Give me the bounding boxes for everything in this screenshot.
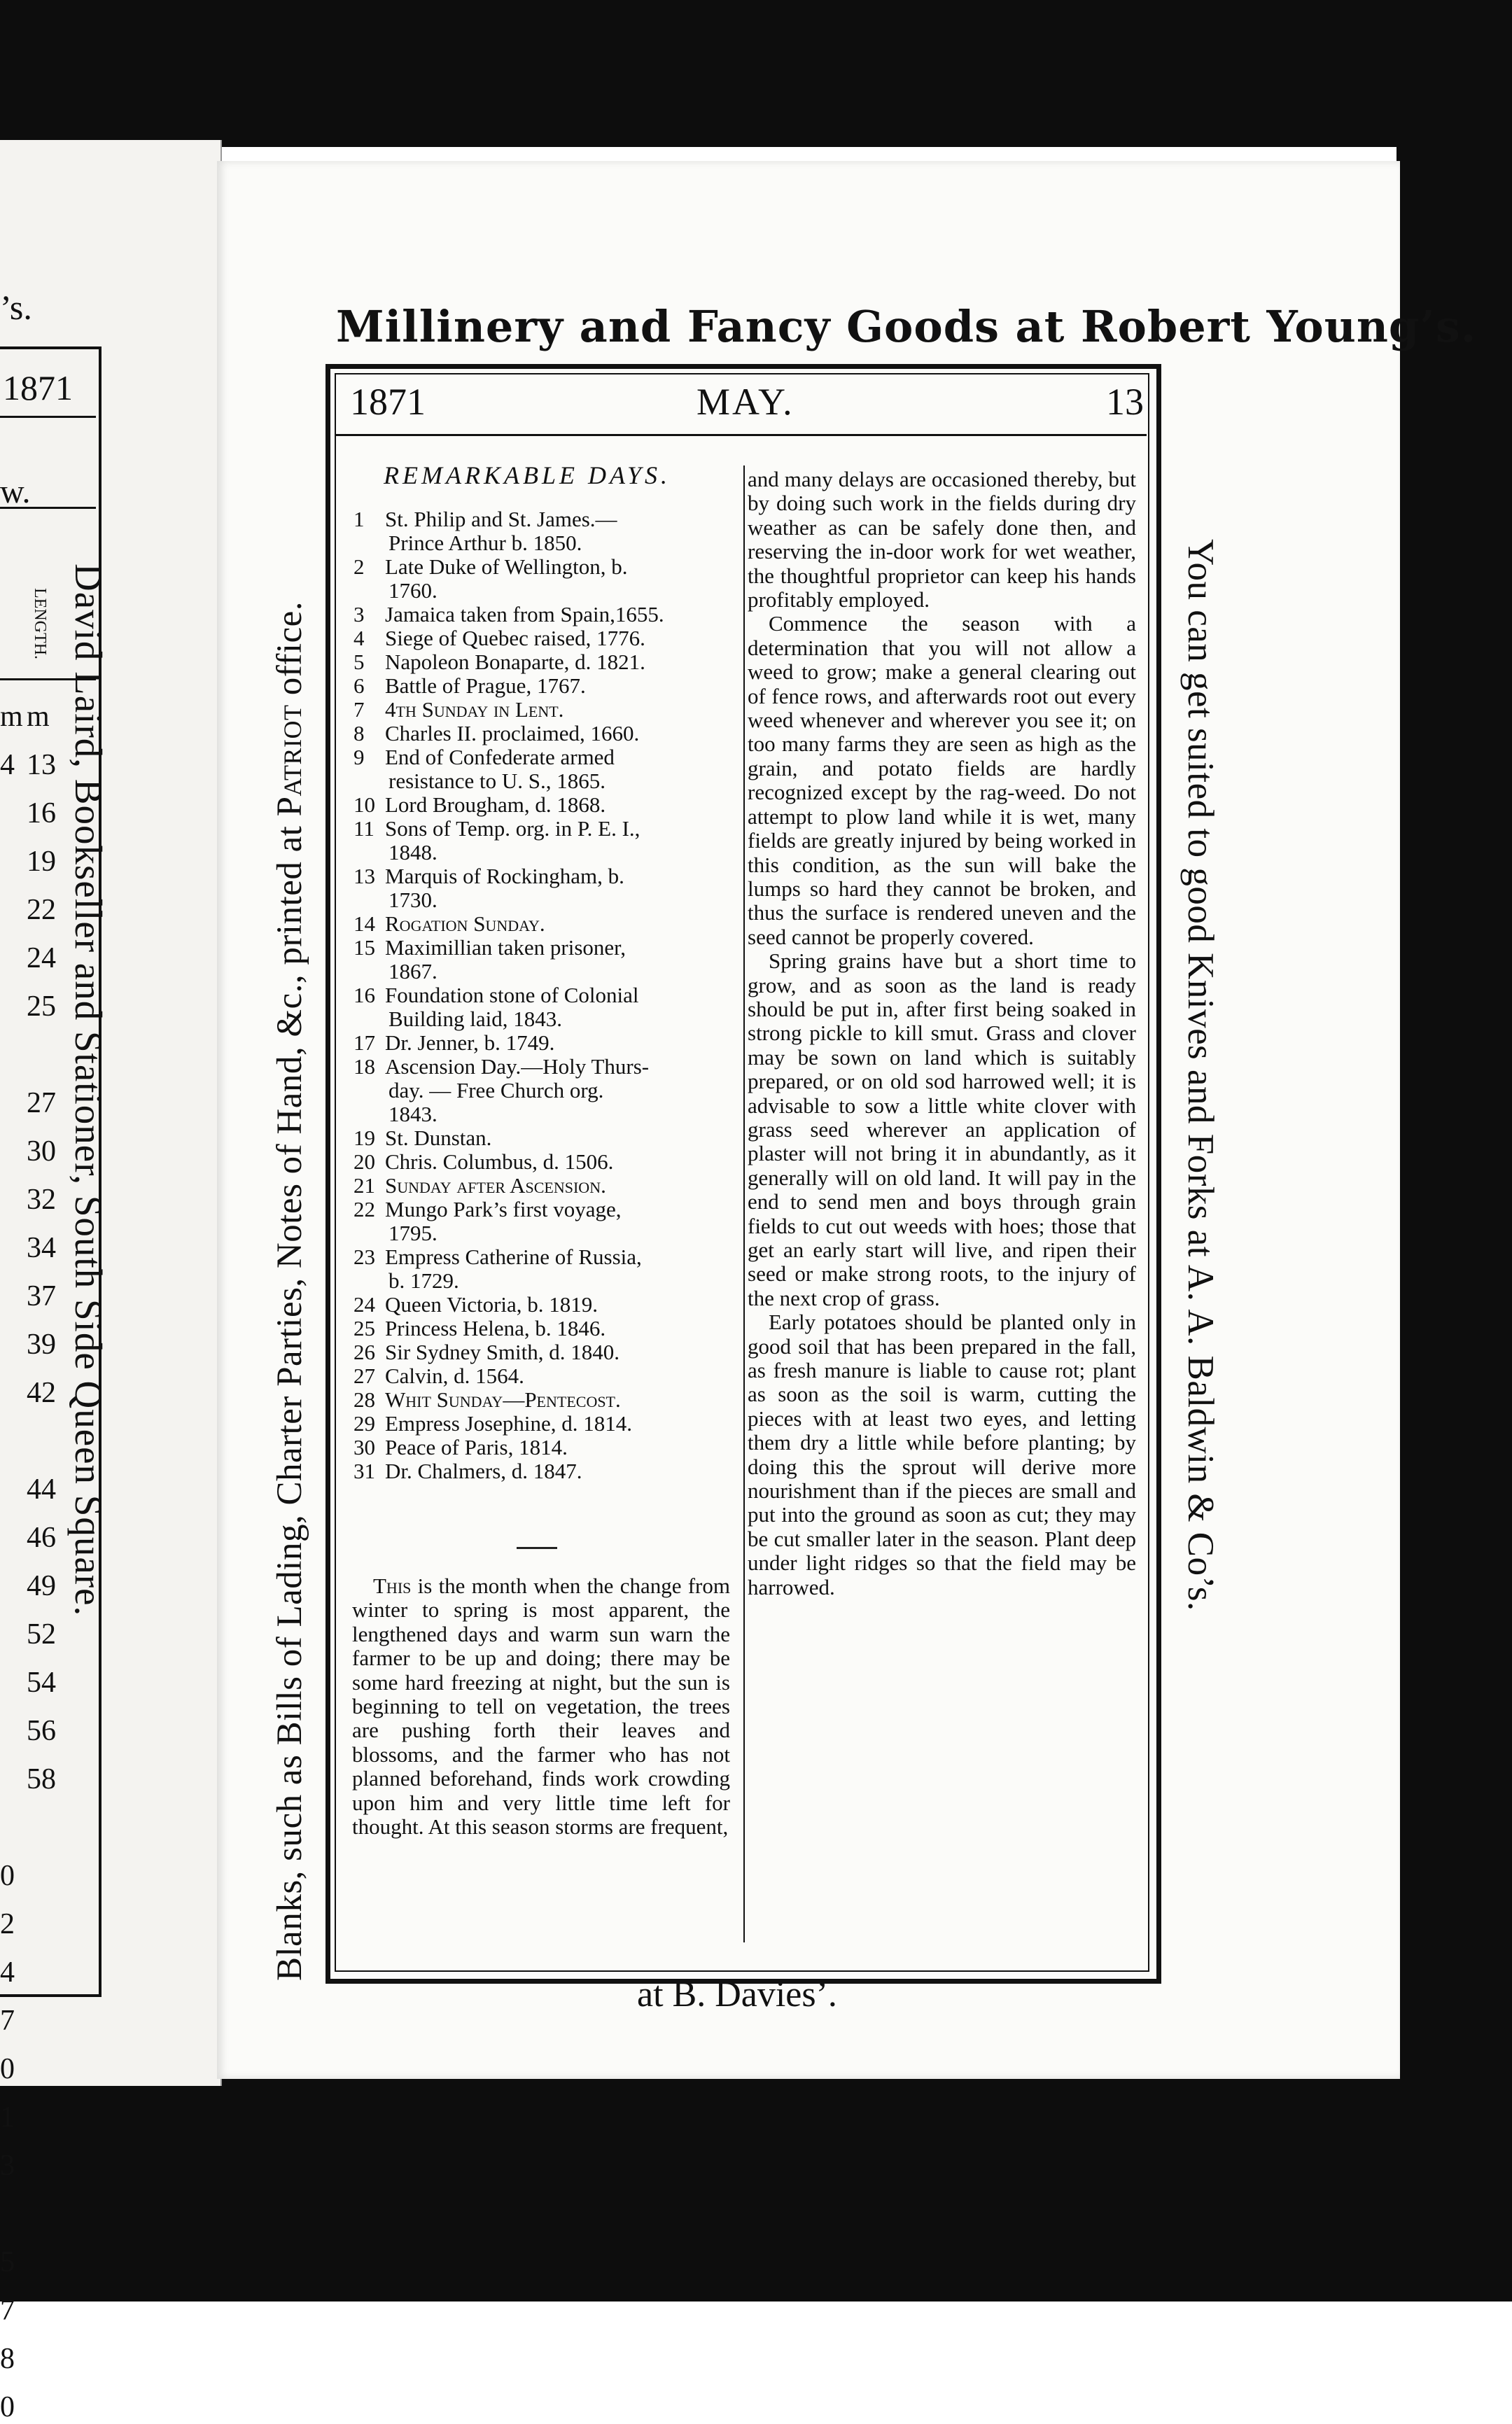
remarkable-day-item xyxy=(354,1150,738,1174)
remarkable-day-continuation xyxy=(354,579,738,603)
day-event: resistance to U. S., 1865. xyxy=(388,769,606,793)
remarkable-day-item xyxy=(354,936,738,960)
day-event: Sir Sydney Smith, d. 1840. xyxy=(385,1340,620,1364)
day-event: Late Duke of Wellington, b. xyxy=(385,554,628,579)
day-event: Battle of Prague, 1767. xyxy=(385,673,586,698)
day-number: 26 xyxy=(354,1340,375,1364)
day-event: Building laid, 1843. xyxy=(388,1007,562,1031)
facing-page-value: 19 xyxy=(27,846,56,878)
remarkable-day-item xyxy=(354,912,738,936)
facing-page-value: 0 xyxy=(0,2053,15,2085)
day-number: 27 xyxy=(354,1364,375,1388)
remarkable-day-continuation xyxy=(354,960,738,983)
day-event: Mungo Park’s first voyage, xyxy=(385,1197,622,1221)
remarkable-day-item xyxy=(354,1055,738,1079)
day-number: 6 xyxy=(354,673,365,698)
day-event: 1730. xyxy=(388,888,438,912)
day-event: 4th Sunday in Lent. xyxy=(385,697,564,722)
day-event: Ascension Day.—Holy Thurs- xyxy=(385,1054,650,1079)
day-event: Empress Catherine of Russia, xyxy=(385,1245,642,1269)
day-event: Dr. Jenner, b. 1749. xyxy=(385,1030,555,1055)
facing-page-value: 0 xyxy=(0,2391,15,2423)
header-month: MAY. xyxy=(696,381,794,423)
facing-page-value: 4 xyxy=(0,1956,15,1989)
day-number: 29 xyxy=(354,1411,375,1436)
day-number: 5 xyxy=(354,650,365,674)
remarkable-day-item xyxy=(354,1317,738,1340)
day-number: 31 xyxy=(354,1459,375,1483)
facing-page-value: m xyxy=(0,701,23,733)
facing-page-value: 24 xyxy=(27,942,56,974)
essay-paragraph: Commence the season with a determination that you will not allow a weed to grow; make a general clearing out of fence rows, and afterwards root out every weed whenever and wherever you see it; on too many farms they are seen as high as the grain, and potato fields are hardly recognized except by the rag-weed. Do not attempt to plow land while it is wet, many fields are greatly injured by being worked in this condition, as the sun will bake the lumps so hard they cannot be broken, and thus the surface is rendered uneven and the seed cannot be properly covered. xyxy=(748,611,1136,949)
remarkable-day-item xyxy=(354,1388,738,1412)
remarkable-day-item xyxy=(354,650,738,674)
day-event: Maximillian taken prisoner, xyxy=(385,935,626,960)
blanks-advert-text: office. xyxy=(270,601,309,705)
facing-page-column-head: LENGTH. xyxy=(31,588,49,659)
facing-page-value: 46 xyxy=(27,1522,56,1554)
essay-paragraph: Spring grains have but a short time to grow, and as soon as the land is ready should be put in, after first being soaked in strong pickle to kill smut. Grass and clover may be sown on land which is suitably prepared, or on old sod harrowed well; it is advisable to sow a little white clover with grass seed wherever an application of plaster will not bring it in abundantly, as it generally will on old land. It will pay in the end to send men and boys through grain fields to cut out weeds with hoes; those that get an early start will live, and ripen their seed or make strong roots, to the injury of the next crop of grass. xyxy=(748,948,1136,1310)
facing-page-value: 16 xyxy=(27,797,56,829)
day-number: 10 xyxy=(354,792,375,817)
day-number: 13 xyxy=(354,864,375,888)
facing-page-value: 0 xyxy=(0,1860,15,1892)
remarkable-day-item xyxy=(354,1436,738,1459)
facing-page-value: 27 xyxy=(27,1087,56,1119)
remarkable-days-title: REMARKABLE DAYS. xyxy=(384,461,671,489)
day-event: Lord Brougham, d. 1868. xyxy=(385,792,606,817)
remarkable-day-item xyxy=(354,1412,738,1436)
remarkable-day-continuation xyxy=(354,1079,738,1102)
day-event: Rogation Sunday. xyxy=(385,911,545,936)
remarkable-day-item xyxy=(354,1031,738,1055)
day-event: Sons of Temp. org. in P. E. I., xyxy=(385,816,640,841)
page-number: 13 xyxy=(1106,381,1144,423)
day-event: Dr. Chalmers, d. 1847. xyxy=(385,1459,582,1483)
remarkable-day-item xyxy=(354,1340,738,1364)
header-year: 1871 xyxy=(350,381,426,423)
essay-opening-word: This xyxy=(373,1574,412,1598)
day-event: Napoleon Bonaparte, d. 1821. xyxy=(385,650,645,674)
day-number: 15 xyxy=(354,935,375,960)
remarkable-day-item xyxy=(354,626,738,650)
day-event: Empress Josephine, d. 1814. xyxy=(385,1411,633,1436)
essay-paragraph: This is the month when the change from winter to spring is most apparent, the lengthened days and warm sun warn the farmer to be up and doing; there may be some hard freezing at night, but the sun is beginning to tell on vegetation, the trees are pushing forth their leaves and blossoms, and the farmer who has not planned beforehand, finds work crowding upon him and very little time left for thought. At this season storms are frequent, xyxy=(352,1574,730,1840)
remarkable-day-item xyxy=(354,1364,738,1388)
day-event: Whit Sunday—Pentecost. xyxy=(385,1387,621,1412)
blanks-advert-text: Blanks, such as Bills of Lading, Charter Parties, Notes of Hand, &c., printed at xyxy=(270,816,309,1981)
facing-page-value: 52 xyxy=(27,1618,56,1651)
day-number: 21 xyxy=(354,1173,375,1198)
day-number: 20 xyxy=(354,1149,375,1174)
facing-page-value: 1 xyxy=(0,2101,15,2134)
day-number: 7 xyxy=(354,697,365,722)
header-rule xyxy=(335,434,1147,436)
day-number: 8 xyxy=(354,721,365,745)
essay-left-column xyxy=(352,1574,730,1839)
day-event: Prince Arthur b. 1850. xyxy=(388,531,582,555)
facing-page-value: 56 xyxy=(27,1715,56,1747)
facing-page-value: m xyxy=(27,701,50,733)
day-number: 22 xyxy=(354,1197,375,1221)
day-event: b. 1729. xyxy=(388,1268,459,1293)
day-number: 14 xyxy=(354,911,375,936)
facing-page-value: 30 xyxy=(27,1135,56,1168)
remarkable-day-item xyxy=(354,698,738,722)
facing-page-value: 7 xyxy=(0,2005,15,2037)
day-event: 1843. xyxy=(388,1102,438,1126)
remarkable-day-item xyxy=(354,555,738,579)
blanks-advert-patriot: Patriot xyxy=(270,704,309,817)
remarkable-day-continuation xyxy=(354,1007,738,1031)
facing-page-value: 58 xyxy=(27,1763,56,1795)
day-number: 2 xyxy=(354,554,365,579)
day-event: 1867. xyxy=(388,959,438,983)
day-event: Queen Victoria, b. 1819. xyxy=(385,1292,598,1317)
remarkable-day-item xyxy=(354,1126,738,1150)
day-event: Sunday after Ascension. xyxy=(385,1173,606,1198)
facing-page-value: 39 xyxy=(27,1329,56,1361)
remarkable-day-item xyxy=(354,1245,738,1269)
facing-page-value: 8 xyxy=(0,2343,15,2375)
day-event: Chris. Columbus, d. 1506. xyxy=(385,1149,614,1174)
day-number: 1 xyxy=(354,507,365,531)
facing-page-value: 34 xyxy=(27,1232,56,1264)
remarkable-day-item xyxy=(354,674,738,698)
remarkable-day-item xyxy=(354,1174,738,1198)
day-event: Jamaica taken from Spain,1655. xyxy=(385,602,664,626)
essay-right-column xyxy=(748,468,1136,1599)
remarkable-day-continuation xyxy=(354,1102,738,1126)
facing-page-value: 2 xyxy=(0,1908,15,1940)
day-number: 4 xyxy=(354,626,365,650)
scan-border-top xyxy=(0,0,1512,147)
remarkable-day-continuation xyxy=(354,531,738,555)
facing-page-value: 42 xyxy=(27,1377,56,1409)
facing-page-value: 54 xyxy=(27,1667,56,1699)
remarkable-day-item xyxy=(354,1198,738,1221)
day-number: 16 xyxy=(354,983,375,1007)
facing-page-value: 32 xyxy=(27,1184,56,1216)
scan-border-bottom xyxy=(0,2072,1512,2302)
facing-page-value: 25 xyxy=(27,990,56,1023)
day-number: 11 xyxy=(354,816,374,841)
day-number: 9 xyxy=(354,745,365,769)
day-event: St. Dunstan. xyxy=(385,1126,492,1150)
remarkable-day-item xyxy=(354,983,738,1007)
day-number: 24 xyxy=(354,1292,375,1317)
remarkable-day-continuation xyxy=(354,1269,738,1293)
facing-page-letter: w. xyxy=(0,473,31,510)
facing-page-value: 7 xyxy=(0,2295,15,2327)
facing-page-title-fragment: ’s. xyxy=(0,288,32,327)
day-number: 3 xyxy=(354,602,365,626)
essay-paragraph: and many delays are occasioned thereby, but by doing such work in the fields during dry weather as can be safely done then, and reserving the in-door work for wet weather, the thoughtful proprietor can keep his hands profitably employed. xyxy=(748,467,1136,612)
day-number: 30 xyxy=(354,1435,375,1459)
facing-page-value: 44 xyxy=(27,1473,56,1506)
facing-page-value: 22 xyxy=(27,894,56,926)
day-event: Siege of Quebec raised, 1776. xyxy=(385,626,645,650)
remarkable-day-item xyxy=(354,507,738,531)
day-number: 25 xyxy=(354,1316,375,1340)
day-event: Foundation stone of Colonial xyxy=(385,983,639,1007)
laird-advert: David Laird, Bookseller and Stationer, South Side Queen Square. xyxy=(67,563,110,1617)
day-event: day. — Free Church org. xyxy=(388,1078,604,1102)
remarkable-day-continuation xyxy=(354,769,738,793)
remarkable-day-item xyxy=(354,722,738,745)
day-event: Charles II. proclaimed, 1660. xyxy=(385,721,640,745)
knives-advert: You can get suited to good Knives and Forks at A. A. Baldwin & Co’s. xyxy=(1180,539,1221,1611)
remarkable-day-item xyxy=(354,745,738,769)
header-advert: Millinery and Fancy Goods at Robert Young’s. xyxy=(336,301,1477,352)
day-number: 23 xyxy=(354,1245,375,1269)
day-event: Marquis of Rockingham, b. xyxy=(385,864,624,888)
section-rule xyxy=(517,1547,557,1549)
day-event: Calvin, d. 1564. xyxy=(385,1364,524,1388)
blanks-advert xyxy=(270,287,310,1981)
day-event: St. Philip and St. James.— xyxy=(385,507,617,531)
facing-page-value: 3 xyxy=(0,2150,15,2182)
facing-page-value: 49 xyxy=(27,1570,56,1602)
column-divider xyxy=(743,465,745,1942)
remarkable-day-item xyxy=(354,1293,738,1317)
day-event: Princess Helena, b. 1846. xyxy=(385,1316,606,1340)
remarkable-day-continuation xyxy=(354,1221,738,1245)
facing-page-value: 37 xyxy=(27,1280,56,1312)
facing-page-year: 1871 xyxy=(3,368,73,407)
essay-paragraph: Early potatoes should be planted only in good soil that has been prepared in the fall, as fresh manure is liable to cause rot; plant as soon as the soil is warm, cutting the pieces with at least two eyes, and letting them dry a little while before planting; by doing this the sprout will derive more nourishment than if the pieces are small and put into the ground as soon as cut; they may be cut smaller later in the season. Plant deep under light ridges so that the field may be harrowed. xyxy=(748,1310,1136,1599)
facing-page-value: 5 xyxy=(0,2246,15,2278)
facing-page-value: 13 xyxy=(27,749,56,781)
day-event: End of Confederate armed xyxy=(385,745,615,769)
day-event: 1760. xyxy=(388,578,438,603)
remarkable-day-item xyxy=(354,1459,738,1483)
remarkable-day-item xyxy=(354,793,738,817)
day-event: 1848. xyxy=(388,840,438,864)
day-event: 1795. xyxy=(388,1221,438,1245)
remarkable-day-continuation xyxy=(354,841,738,864)
remarkable-day-item xyxy=(354,864,738,888)
day-event: Peace of Paris, 1814. xyxy=(385,1435,568,1459)
remarkable-day-item xyxy=(354,817,738,841)
footer-advert: at B. Davies’. xyxy=(637,1975,837,2015)
remarkable-days-list xyxy=(354,507,738,1483)
day-number: 17 xyxy=(354,1030,375,1055)
remarkable-day-continuation xyxy=(354,888,738,912)
day-number: 28 xyxy=(354,1387,375,1412)
facing-page-value: 4 xyxy=(0,749,15,781)
remarkable-day-item xyxy=(354,603,738,626)
day-number: 18 xyxy=(354,1054,375,1079)
day-number: 19 xyxy=(354,1126,375,1150)
